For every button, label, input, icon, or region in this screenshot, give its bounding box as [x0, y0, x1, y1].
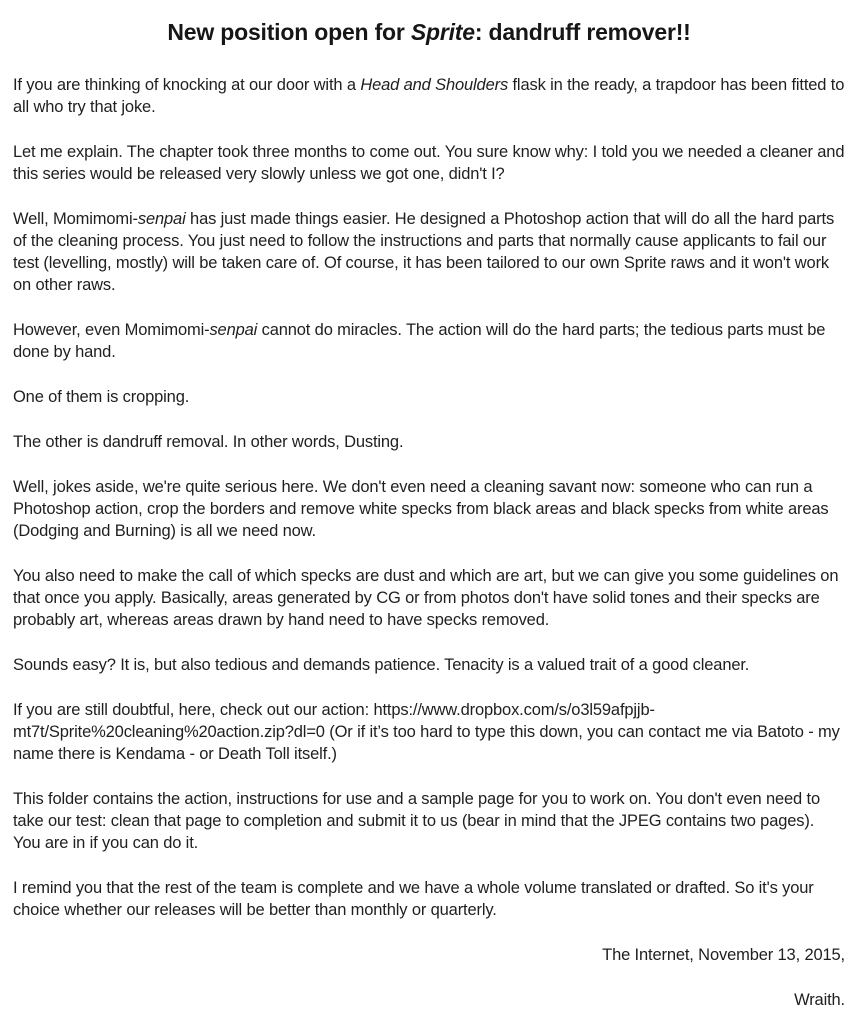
text-segment: The other is dandruff removal. In other words, Dusting. — [13, 433, 404, 451]
text-segment: New position open for — [167, 19, 411, 45]
text-segment: If you are still doubtful, here, check out our action: https://www.dropbox.com/s/o3l59afpjjb-mt7t/Sprite%20cleaning%20action.zip?dl=0 (Or if it’s too hard to type this down, you can contact me via Batoto - my name there is Kendama - or Death Toll itself.) — [13, 701, 840, 763]
paragraph-6 — [13, 431, 845, 453]
paragraph-9 — [13, 654, 845, 676]
text-segment: Well, Momimomi- — [13, 210, 138, 228]
text-segment: Let me explain. The chapter took three months to come out. You sure know why: I told you we needed a cleaner and this series would be released very slowly unless we got one, didn't I? — [13, 143, 845, 183]
paragraph-1 — [13, 74, 845, 118]
signoff-dateline — [13, 944, 845, 966]
text-segment: cannot do miracles. The action will do the hard parts; the tedious parts must be done by hand. — [13, 321, 826, 361]
paragraph-4 — [13, 319, 845, 363]
italic-text-segment: Head and Shoulders — [360, 76, 509, 94]
paragraph-8 — [13, 565, 845, 631]
paragraph-10 — [13, 699, 845, 765]
text-segment: However, even Momimomi- — [13, 321, 210, 339]
italic-text-segment: senpai — [209, 321, 258, 339]
paragraph-7 — [13, 476, 845, 542]
italic-text-segment: senpai — [137, 210, 186, 228]
paragraph-11 — [13, 788, 845, 854]
text-segment: : dandruff remover!! — [474, 19, 691, 45]
text-segment: Sounds easy? It is, but also tedious and demands patience. Tenacity is a valued trait of a good cleaner. — [13, 656, 750, 674]
text-segment: I remind you that the rest of the team is complete and we have a whole volume translated or drafted. So it's your choice whether our releases will be better than monthly or quarterly. — [13, 879, 814, 919]
paragraph-3 — [13, 208, 845, 296]
text-segment: flask in the ready, a trapdoor has been fitted to all who try that joke. — [13, 76, 845, 116]
paragraph-12 — [13, 877, 845, 921]
text-segment: You also need to make the call of which specks are dust and which are art, but we can give you some guidelines on that once you apply. Basically, areas generated by CG or from photos don't have solid tones and their specks are probably art, whereas areas drawn by hand need to have specks removed. — [13, 567, 839, 629]
text-segment: If you are thinking of knocking at our door with a — [13, 76, 361, 94]
page-title — [13, 18, 845, 46]
paragraph-2 — [13, 141, 845, 185]
text-segment: Wraith. — [794, 991, 845, 1009]
text-segment: The Internet, November 13, 2015, — [602, 946, 845, 964]
signoff-signature — [13, 989, 845, 1011]
text-segment: Well, jokes aside, we're quite serious here. We don't even need a cleaning savant now: someone who can run a Photoshop action, crop the borders and remove white specks from black areas and black specks from white areas (Dodging and Burning) is all we need now. — [13, 478, 829, 540]
paragraph-5 — [13, 386, 845, 408]
text-segment: One of them is cropping. — [13, 388, 190, 406]
document-body — [13, 74, 845, 1011]
text-segment: has just made things easier. He designed a Photoshop action that will do all the hard parts of the cleaning process. You just need to follow the instructions and parts that normally cause applicants to fail our test (levelling, mostly) will be taken care of. Of course, it has been tailored to our own Sprite raws and it won't work on other raws. — [13, 210, 835, 294]
italic-text-segment: Sprite — [410, 19, 475, 45]
text-segment: This folder contains the action, instructions for use and a sample page for you to work on. You don't even need to take our test: clean that page to completion and submit it to us (bear in mind that the JPEG contains two pages). You are in if you can do it. — [13, 790, 820, 852]
